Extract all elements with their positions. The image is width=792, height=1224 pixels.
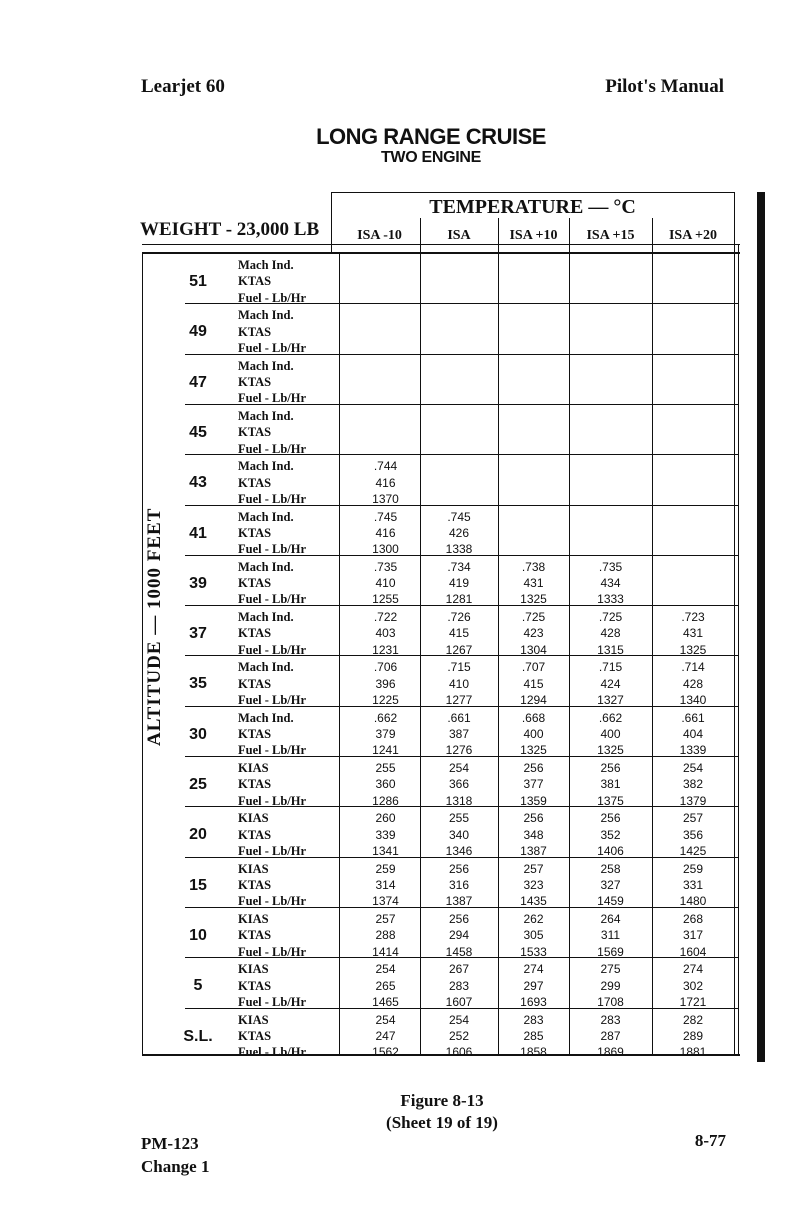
table-cell: 1604	[679, 944, 707, 959]
table-cell: 1339	[679, 743, 707, 758]
table-cell: .714	[681, 660, 705, 675]
row-label: KTAS	[238, 576, 272, 591]
table-cell: 259	[375, 861, 396, 876]
table-cell: 1231	[372, 642, 399, 657]
row-label: KTAS	[238, 374, 272, 389]
weight-label: WEIGHT - 23,000 LB	[140, 219, 320, 240]
table-cell: 1458	[445, 944, 473, 959]
altitude-value: S.L.	[183, 1027, 213, 1045]
row-label: Mach Ind.	[238, 509, 294, 524]
table-cell: 339	[375, 827, 396, 842]
table-cell: 1533	[520, 944, 547, 959]
table-cell: 1341	[372, 843, 399, 858]
table-cell: 254	[375, 962, 396, 977]
table-cell: 387	[448, 727, 470, 741]
table-right-border	[738, 244, 739, 1056]
altitude-value: 20	[189, 826, 207, 844]
row-label: Fuel - Lb/Hr	[238, 542, 307, 557]
table-cell: 285	[523, 1028, 544, 1043]
table-cell: .662	[373, 710, 398, 725]
altitude-value: 39	[189, 574, 207, 592]
table-cell: 352	[600, 827, 621, 842]
table-cell: 274	[523, 962, 544, 977]
row-label: Fuel - Lb/Hr	[238, 843, 307, 858]
table-cell: 256	[523, 761, 544, 775]
table-cell: 260	[375, 811, 396, 826]
altitude-value: 10	[189, 926, 207, 944]
margin-bar	[757, 192, 765, 1062]
col-divider	[569, 252, 570, 1054]
table-cell: 404	[682, 727, 704, 741]
row-label: Mach Ind.	[238, 660, 294, 675]
row-label: KTAS	[238, 525, 272, 540]
table-cell: 1708	[597, 994, 624, 1009]
header-right: Pilot's Manual	[605, 76, 724, 97]
table-cell: 1693	[520, 994, 547, 1009]
table-cell: 256	[600, 811, 621, 826]
row-label: Mach Ind.	[238, 559, 294, 574]
table-cell: 410	[375, 576, 396, 591]
row-label: Mach Ind.	[238, 459, 294, 474]
table-cell: 255	[375, 761, 396, 775]
table-cell: 305	[523, 928, 544, 943]
table-cell: .715	[447, 660, 471, 675]
table-cell: .722	[373, 610, 398, 625]
row-label: Fuel - Lb/Hr	[238, 894, 307, 909]
table-cell: 282	[682, 1012, 704, 1027]
table-cell: 262	[523, 911, 544, 926]
table-cell: 1869	[597, 1045, 624, 1060]
table-cell: 275	[600, 962, 621, 977]
table-cell: 366	[448, 777, 470, 792]
table-cell: 1569	[597, 944, 624, 959]
sheet-caption: (Sheet 19 of 19)	[386, 1113, 498, 1132]
table-cell: .723	[681, 610, 705, 625]
row-label: Mach Ind.	[238, 308, 294, 323]
table-cell: .725	[598, 610, 623, 625]
table-cell: 311	[600, 928, 621, 943]
table-cell: 1607	[445, 994, 473, 1009]
row-label: KTAS	[238, 777, 272, 792]
row-label: KIAS	[238, 911, 269, 926]
table-cell: 314	[375, 877, 396, 892]
table-cell: 1435	[520, 894, 547, 909]
table-cell: .662	[598, 710, 623, 725]
altitude-value: 45	[189, 423, 207, 441]
table-cell: .707	[521, 660, 546, 675]
table-cell: 379	[375, 727, 396, 741]
table-cell: 1387	[445, 894, 473, 909]
altitude-value: 15	[189, 876, 207, 894]
col-divider	[498, 252, 499, 1054]
table-cell: 297	[523, 978, 544, 993]
table-cell: 1267	[445, 642, 473, 657]
table-cell: 340	[448, 827, 470, 842]
table-cell: 1374	[372, 894, 399, 909]
table-cell: 381	[600, 777, 621, 792]
table-cell: 1562	[372, 1045, 399, 1060]
col-divider	[420, 252, 421, 1054]
table-cell: 1281	[445, 592, 473, 607]
temperature-title: TEMPERATURE — °C	[429, 196, 636, 218]
row-label: Fuel - Lb/Hr	[238, 743, 307, 758]
table-cell: 1255	[372, 592, 399, 607]
table-cell: 431	[523, 576, 544, 591]
table-cell: 1300	[372, 542, 399, 557]
table-cell: 1346	[445, 843, 473, 858]
table-cell: 257	[682, 811, 704, 826]
table-cell: 247	[375, 1028, 396, 1043]
table-cell: 265	[375, 978, 396, 993]
row-label: KTAS	[238, 978, 272, 993]
row-label: KIAS	[238, 811, 269, 826]
table-cell: 316	[448, 877, 470, 892]
table-cell: .661	[681, 710, 705, 725]
row-label: KTAS	[238, 676, 272, 691]
header-top-line	[331, 192, 735, 193]
table-cell: 267	[448, 962, 470, 977]
table-cell: 1375	[597, 793, 624, 808]
table-cell: 1286	[372, 793, 399, 808]
table-cell: 1425	[679, 843, 707, 858]
table-cell: 426	[448, 525, 470, 540]
table-cell: 288	[375, 928, 396, 943]
table-cell: 1721	[679, 994, 707, 1009]
table-cell: 428	[600, 626, 621, 641]
table-cell: 1241	[372, 743, 399, 758]
altitude-value: 43	[189, 474, 207, 492]
table-cell: 255	[448, 811, 470, 826]
table-cell: .745	[447, 509, 471, 524]
table-cell: 254	[448, 1012, 470, 1027]
row-label: Fuel - Lb/Hr	[238, 592, 307, 607]
table-cell: 1325	[520, 592, 547, 607]
row-label: KIAS	[238, 861, 269, 876]
table-cell: 323	[523, 877, 544, 892]
table-cell: 1276	[445, 743, 473, 758]
row-label: Fuel - Lb/Hr	[238, 391, 307, 406]
table-cell: 1225	[372, 693, 399, 707]
table-cell: 1318	[445, 793, 473, 808]
row-label: Mach Ind.	[238, 610, 294, 625]
page-title: LONG RANGE CRUISE	[316, 124, 546, 149]
table-cell: 410	[448, 676, 470, 691]
table-cell: 254	[682, 761, 704, 775]
table-cell: 1465	[372, 994, 399, 1009]
row-label: Mach Ind.	[238, 358, 294, 373]
table-cell: 424	[600, 676, 621, 691]
table-cell: 1480	[679, 894, 707, 909]
altitude-value: 5	[193, 977, 203, 995]
table-cell: 1387	[520, 843, 547, 858]
table-cell: .735	[598, 559, 623, 574]
table-cell: 258	[600, 861, 621, 876]
table-cell: 356	[682, 827, 704, 842]
table-cell: 1359	[520, 793, 547, 808]
table-cell: 283	[523, 1012, 544, 1027]
table-left-border	[142, 252, 143, 1056]
table-cell: .744	[373, 459, 398, 474]
table-cell: 1333	[597, 592, 624, 607]
page-number: 8-77	[694, 1131, 726, 1150]
table-cell: .745	[373, 509, 398, 524]
table-cell: 1294	[520, 693, 547, 707]
row-label: Mach Ind.	[238, 258, 294, 272]
row-label: Mach Ind.	[238, 408, 294, 423]
table-cell: .726	[447, 610, 471, 625]
table-cell: 1338	[445, 542, 473, 557]
table-cell: 302	[682, 978, 704, 993]
row-label: KTAS	[238, 475, 272, 490]
table-cell: 1606	[445, 1045, 473, 1060]
table-cell: 268	[682, 911, 704, 926]
row-label: KTAS	[238, 827, 272, 842]
table-cell: 400	[523, 727, 544, 741]
table-cell: 1881	[679, 1045, 707, 1060]
table-cell: 256	[523, 811, 544, 826]
row-label: Fuel - Lb/Hr	[238, 944, 307, 959]
table-cell: 1277	[445, 693, 473, 707]
table-cell: .725	[521, 610, 546, 625]
table-top-line	[142, 252, 740, 254]
row-label: KTAS	[238, 1028, 272, 1043]
row-label: KTAS	[238, 626, 272, 641]
row-label: KIAS	[238, 962, 269, 977]
row-label: Fuel - Lb/Hr	[238, 693, 307, 707]
column-header: ISA +15	[586, 228, 635, 243]
table-cell: 1340	[679, 693, 707, 707]
col-divider	[734, 252, 735, 1054]
table-cell: 423	[523, 626, 544, 641]
altitude-value: 49	[189, 323, 207, 341]
altitude-axis-label: ALTITUDE — 1000 FEET	[144, 507, 165, 746]
row-label: KIAS	[238, 761, 269, 775]
page-subtitle: TWO ENGINE	[380, 149, 482, 166]
table-cell: 327	[600, 877, 621, 892]
table-cell: 1379	[679, 793, 707, 808]
table-cell: 403	[375, 626, 396, 641]
table-cell: 431	[682, 626, 704, 641]
table-cell: 348	[523, 827, 544, 842]
header-bottom-line	[142, 244, 740, 245]
column-header: ISA +10	[509, 228, 558, 243]
table-cell: .738	[521, 559, 546, 574]
row-label: Fuel - Lb/Hr	[238, 340, 307, 355]
row-label: KTAS	[238, 727, 272, 741]
table-cell: 256	[448, 861, 470, 876]
table-cell: 1325	[679, 642, 707, 657]
table-cell: 331	[682, 877, 704, 892]
table-cell: 415	[523, 676, 544, 691]
table-cell: 377	[523, 777, 544, 792]
row-label: Fuel - Lb/Hr	[238, 441, 307, 456]
altitude-value: 47	[189, 373, 207, 391]
row-label: Fuel - Lb/Hr	[238, 642, 307, 657]
table-cell: 1327	[597, 693, 624, 707]
row-label: Fuel - Lb/Hr	[238, 491, 307, 506]
table-cell: 416	[375, 475, 396, 490]
altitude-value: 25	[189, 776, 207, 793]
row-label: Fuel - Lb/Hr	[238, 1045, 307, 1060]
table-cell: 428	[682, 676, 704, 691]
figure-caption: Figure 8-13	[400, 1091, 484, 1110]
table-cell: .706	[373, 660, 398, 675]
row-label: KTAS	[238, 274, 272, 289]
table-cell: 299	[600, 978, 621, 993]
table-cell: 416	[375, 525, 396, 540]
row-label: Fuel - Lb/Hr	[238, 793, 307, 808]
row-label: KIAS	[238, 1012, 269, 1027]
table-cell: .735	[373, 559, 398, 574]
table-cell: 252	[448, 1028, 470, 1043]
table-cell: 254	[375, 1012, 396, 1027]
table-cell: 259	[682, 861, 704, 876]
table-cell: 400	[600, 727, 621, 741]
column-header: ISA -10	[357, 228, 402, 243]
altitude-value: 30	[189, 725, 207, 743]
table-cell: 1325	[597, 743, 624, 758]
altitude-value: 37	[189, 625, 207, 643]
table-cell: 256	[600, 761, 621, 775]
table-cell: 415	[448, 626, 470, 641]
table-cell: 382	[682, 777, 704, 792]
table-cell: .715	[598, 660, 623, 675]
table-cell: 294	[448, 928, 470, 943]
table-cell: .668	[521, 710, 546, 725]
table-cell: .661	[447, 710, 471, 725]
table-cell: 1858	[520, 1045, 547, 1060]
table-cell: 1414	[372, 944, 399, 959]
altitude-value: 41	[189, 524, 207, 542]
table-cell: 289	[682, 1028, 704, 1043]
row-label: KTAS	[238, 928, 272, 943]
row-label: KTAS	[238, 324, 272, 339]
column-header: ISA	[447, 228, 471, 243]
table-cell: 1370	[372, 491, 399, 506]
table-cell: 287	[600, 1028, 621, 1043]
table-cell: 1304	[520, 642, 547, 657]
table-cell: 256	[448, 911, 470, 926]
table-cell: .734	[447, 559, 471, 574]
col-divider	[652, 252, 653, 1054]
doc-number: PM-123	[141, 1134, 199, 1153]
table-cell: 396	[375, 676, 396, 691]
table-cell: 1406	[597, 843, 624, 858]
table-cell: 317	[682, 928, 704, 943]
table-cell: 274	[682, 962, 704, 977]
table-cell: 434	[600, 576, 621, 591]
table-cell: 254	[448, 761, 470, 775]
row-label: Mach Ind.	[238, 710, 294, 725]
table-cell: 257	[523, 861, 544, 876]
table-cell: 360	[375, 777, 396, 792]
row-label: KTAS	[238, 877, 272, 892]
table-cell: 283	[600, 1012, 621, 1027]
table-cell: 1315	[597, 642, 624, 657]
table-cell: 419	[448, 576, 470, 591]
header-left: Learjet 60	[141, 76, 225, 97]
altitude-value: 51	[189, 273, 207, 290]
table-cell: 283	[448, 978, 470, 993]
altitude-value: 35	[189, 675, 207, 693]
table-cell: 264	[600, 911, 621, 926]
table-cell: 257	[375, 911, 396, 926]
row-label: KTAS	[238, 425, 272, 440]
row-label: Fuel - Lb/Hr	[238, 290, 307, 305]
change-number: Change 1	[141, 1157, 210, 1176]
table-cell: 1325	[520, 743, 547, 758]
row-label: Fuel - Lb/Hr	[238, 994, 307, 1009]
table-cell: 1459	[597, 894, 624, 909]
col-divider	[339, 252, 340, 1054]
column-header: ISA +20	[668, 228, 718, 243]
